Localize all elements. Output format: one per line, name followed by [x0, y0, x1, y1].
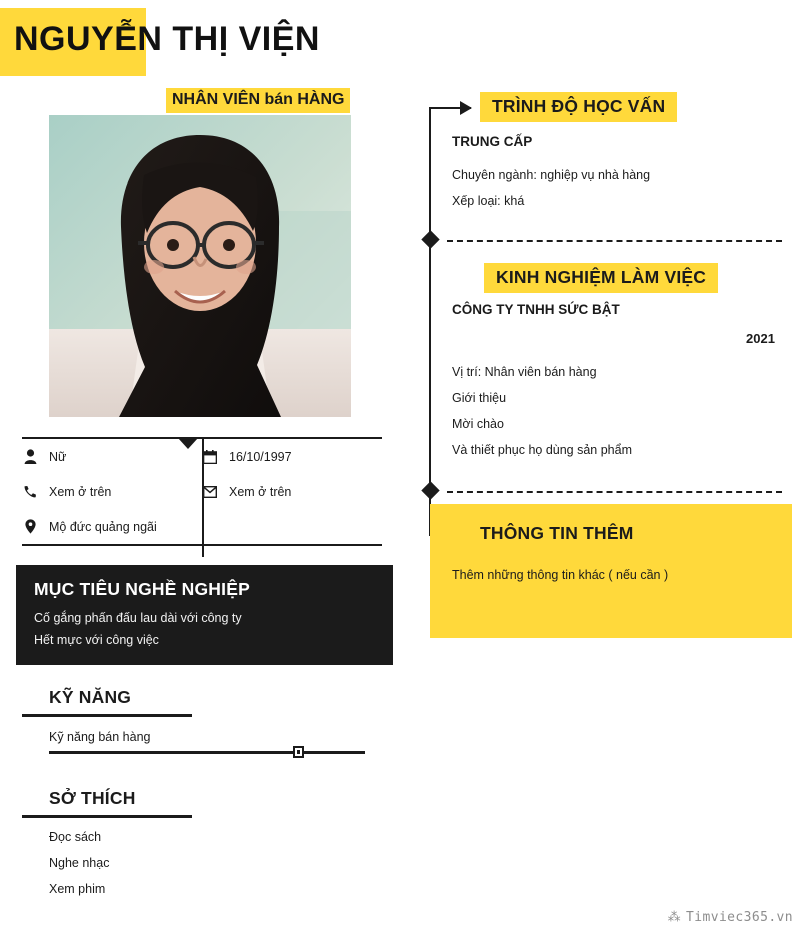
info-birthday-value: 16/10/1997	[229, 449, 292, 464]
location-icon	[22, 519, 38, 534]
career-objective-section	[16, 565, 393, 665]
skill-slider-track[interactable]	[49, 751, 365, 754]
hobbies-rule	[22, 815, 192, 818]
experience-line: Và thiết phục họ dùng sản phẩm	[452, 443, 632, 457]
info-email	[202, 474, 382, 509]
timeline-node-extra	[421, 481, 439, 499]
education-title: TRÌNH ĐỘ HỌC VẤN	[480, 92, 677, 122]
info-phone-value: Xem ở trên	[49, 484, 112, 499]
watermark-label: Timviec365.vn	[686, 910, 793, 925]
watermark-icon: ⁂	[667, 910, 682, 925]
extra-info-line: Thêm những thông tin khác ( nếu cần )	[452, 568, 669, 582]
experience-year: 2021	[746, 331, 775, 346]
experience-title: KINH NGHIỆM LÀM VIỆC	[484, 263, 718, 293]
timeline-dash-2	[447, 491, 782, 493]
experience-line: Giới thiệu	[452, 391, 507, 405]
hobby-item: Nghe nhạc	[49, 856, 110, 870]
education-line: Chuyên ngành: nghiệp vụ nhà hàng	[452, 168, 651, 182]
education-level: TRUNG CẤP	[452, 134, 533, 149]
watermark	[668, 910, 793, 925]
phone-icon	[22, 485, 38, 499]
info-grid-vertical-divider	[202, 439, 204, 557]
hobby-item: Xem phim	[49, 882, 106, 896]
extra-info-title: THÔNG TIN THÊM	[480, 523, 634, 543]
info-gender-value: Nữ	[49, 449, 67, 464]
career-objective-line: Hết mực với công việc	[34, 633, 159, 647]
skills-rule	[22, 714, 192, 717]
experience-line: Mời chào	[452, 417, 504, 431]
timeline-dash-1	[447, 240, 782, 242]
info-gender	[22, 439, 202, 474]
experience-line: Vị trí: Nhân viên bán hàng	[452, 365, 597, 379]
skill-label: Kỹ năng bán hàng	[49, 730, 151, 744]
info-address-value: Mộ đức quảng ngãi	[49, 519, 157, 534]
timeline-arrow-education	[429, 107, 471, 109]
career-objective-title: MỤC TIÊU NGHỀ NGHIỆP	[34, 579, 250, 599]
skill-slider-handle[interactable]	[293, 746, 304, 758]
career-objective-line: Cố gắng phấn đấu lau dài với công ty	[34, 611, 242, 625]
job-title-badge: NHÂN VIÊN bán HÀNG	[166, 88, 350, 113]
calendar-icon	[202, 450, 218, 464]
info-empty-cell	[202, 509, 382, 544]
info-address	[22, 509, 202, 544]
mail-icon	[202, 486, 218, 498]
timeline-spine	[429, 108, 431, 536]
page-title: NGUYỄN THỊ VIỆN	[14, 20, 320, 58]
info-phone	[22, 474, 202, 509]
education-line: Xếp loại: khá	[452, 194, 525, 208]
experience-company: CÔNG TY TNHH SỨC BẬT	[452, 302, 620, 317]
hobbies-title: SỞ THÍCH	[49, 788, 136, 808]
avatar	[49, 115, 351, 417]
person-icon	[22, 449, 38, 464]
info-birthday	[202, 439, 382, 474]
skills-title: KỸ NĂNG	[49, 687, 132, 707]
info-email-value: Xem ở trên	[229, 484, 292, 499]
timeline-node-experience	[421, 230, 439, 248]
hobby-item: Đọc sách	[49, 830, 102, 844]
